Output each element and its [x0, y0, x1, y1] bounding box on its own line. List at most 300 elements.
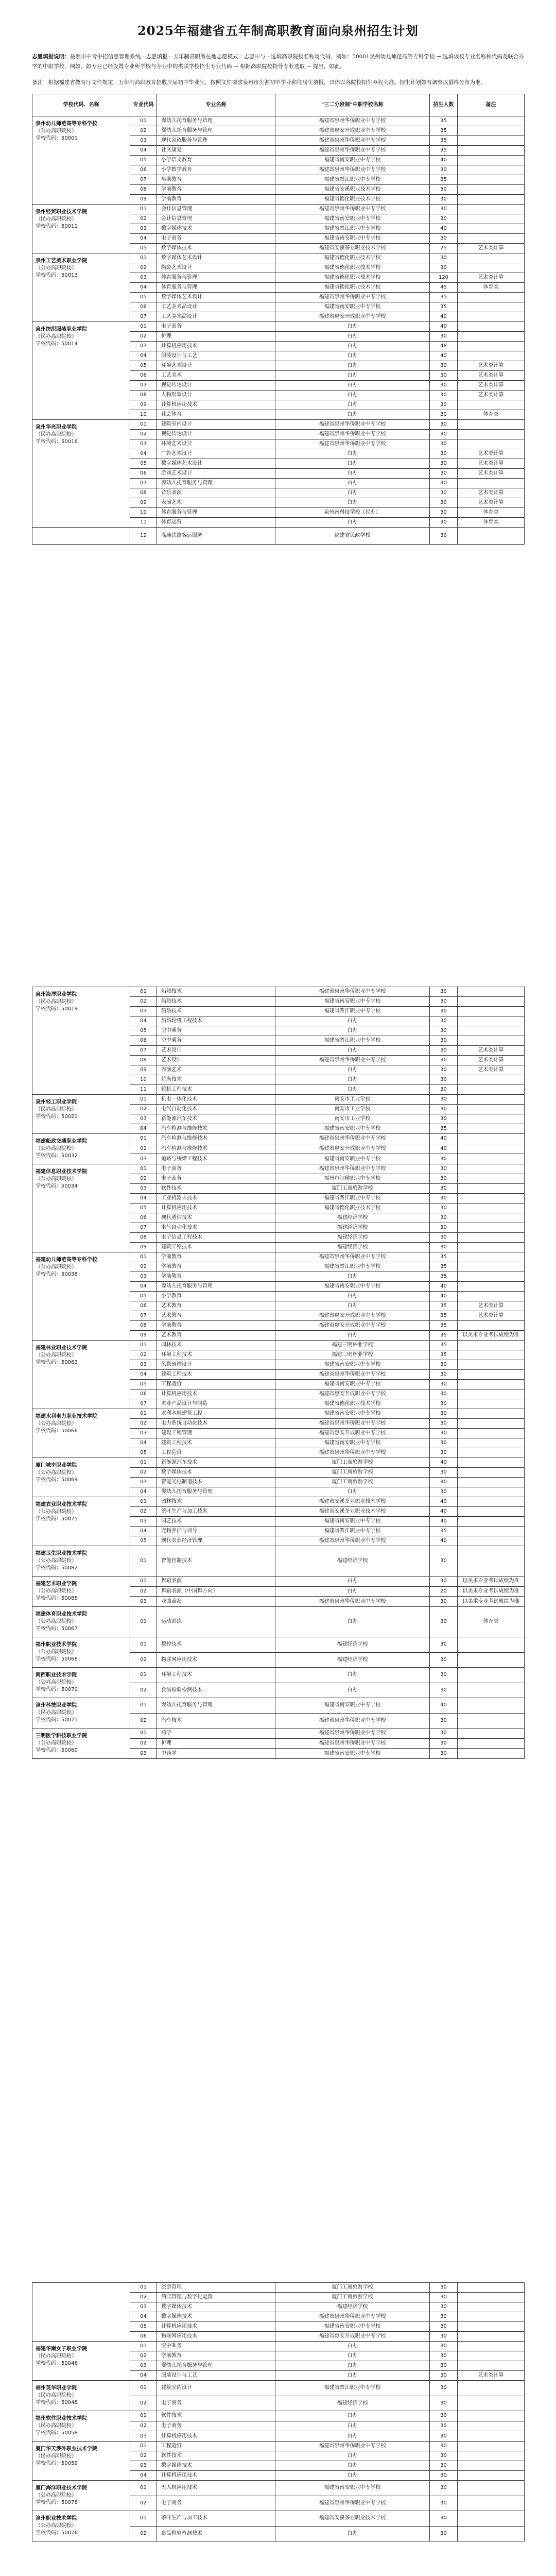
partner-school: 白办	[275, 2351, 430, 2361]
major-code: 01	[130, 322, 157, 332]
major-code: 04	[130, 1370, 157, 1380]
major-name: 体育服务与管理	[157, 283, 275, 293]
major-code: 04	[130, 1282, 157, 1292]
partner-school: 厦门工商旅游学校	[275, 1478, 430, 1487]
partner-school: 福建省泉州华侨职业中专学校	[275, 1252, 430, 1262]
major-code: 07	[130, 381, 157, 391]
school-name: 福建船政交通职业学院	[36, 1139, 87, 1144]
major-name: 数字媒体技术	[157, 244, 275, 253]
major-name: 艺术设计	[157, 1056, 275, 1065]
partner-school: 白办	[275, 2471, 430, 2481]
school-type: （公办高职院校）	[36, 1176, 77, 1182]
enroll-count: 30	[430, 1016, 458, 1026]
school-cell	[32, 253, 130, 322]
enroll-count: 30	[430, 997, 458, 1007]
major-name: 小学语文教育	[157, 156, 275, 165]
school-code: 学校代码：50070	[36, 1687, 78, 1692]
partner-school: 南安市工业学校	[275, 1105, 430, 1114]
school-name: 泉州经贸职业技术学院	[36, 209, 87, 215]
partner-school: 白办	[275, 2431, 430, 2442]
major-code: 06	[130, 469, 157, 479]
school-name: 泉州华光职业学院	[36, 425, 77, 430]
school-name: 福建华南女子职业学院	[36, 2346, 87, 2352]
major-name: 汽车检测与维修技术	[157, 1124, 275, 1134]
school-cell	[32, 2283, 130, 2342]
school-type: （公办高职院校）	[36, 265, 77, 271]
partner-school: 福建省泉州华侨职业中专学校	[275, 116, 430, 126]
enroll-count: 40	[430, 1282, 458, 1292]
enroll-count: 45	[430, 283, 458, 293]
school-code: 学校代码：50076	[36, 2530, 78, 2536]
row-note	[458, 2511, 525, 2527]
major-name: 数字媒体艺术设计	[157, 459, 275, 469]
row-note: 艺术类计算	[458, 381, 525, 391]
major-code: 01	[130, 1252, 157, 1262]
row-note	[458, 263, 525, 273]
row-note	[458, 1370, 525, 1380]
row-note	[458, 1134, 525, 1144]
partner-school: 福建省安溪茶业职业技术学校	[275, 2511, 430, 2527]
intro-note: 备注：根据福建省教育厅文件规定，五年制高职教育招收应届初中毕业生，按照文件要求泉州市生源初中毕业和往届生填报，具体以各院校招生章程为准。招生计划如有调整以最终公布为准。	[32, 79, 486, 86]
major-code: 03	[130, 136, 157, 146]
enroll-count: 30	[430, 400, 458, 410]
major-name: 宠物养护与训导	[157, 1527, 275, 1536]
school-cell	[32, 2411, 130, 2442]
major-code: 05	[130, 293, 157, 302]
table-row	[32, 1728, 525, 1739]
school-cell	[32, 1095, 130, 1134]
major-code: 03	[130, 439, 157, 449]
partner-school: 福建省德化职业技术学校	[275, 253, 430, 263]
school-type: （公办高职院校）	[36, 1264, 77, 1270]
row-note	[458, 1478, 525, 1487]
partner-school: 白办	[275, 351, 430, 361]
row-note	[458, 253, 525, 263]
row-note	[458, 2396, 525, 2411]
major-code: 07	[130, 1399, 157, 1409]
partner-school: 白办	[275, 2342, 430, 2351]
major-code: 03	[130, 2361, 157, 2371]
major-name: 无人机应用技术	[157, 2481, 275, 2496]
table-row	[32, 2283, 525, 2293]
partner-school: 白办	[275, 2451, 430, 2461]
partner-school: 福建省泉州华侨职业中专学校	[275, 165, 430, 175]
enroll-count: 30	[430, 2471, 458, 2481]
enroll-count: 35	[430, 175, 458, 185]
row-note: 艺术类计算	[458, 1311, 525, 1321]
major-code: 05	[130, 1380, 157, 1389]
row-note: 艺术类计算	[458, 488, 525, 498]
school-code: 学校代码：50075	[36, 1516, 78, 1522]
school-cell	[32, 2511, 130, 2541]
partner-school: 福建省泉州华侨职业中专学校	[275, 136, 430, 146]
school-type: （公办高职院校）	[36, 1649, 77, 1655]
school-cell	[32, 322, 130, 420]
major-name: 社会体育	[157, 410, 275, 420]
major-code: 06	[130, 1036, 157, 1046]
partner-school: 白办	[275, 2371, 430, 2381]
enroll-count: 40	[430, 224, 458, 234]
major-code: 03	[130, 1749, 157, 1759]
enroll-count: 30	[430, 469, 458, 479]
school-code: 学校代码：50085	[36, 1596, 78, 1601]
row-note	[458, 1272, 525, 1282]
major-code: 11	[130, 518, 157, 528]
enroll-count: 30	[430, 1607, 458, 1637]
partner-school: 福建省民政学校	[275, 528, 430, 545]
partner-school: 福建经济学校	[275, 1223, 430, 1233]
partner-school: 福建省德化职业技术学校	[275, 283, 430, 293]
partner-school: 白办	[275, 469, 430, 479]
enroll-count: 30	[430, 2371, 458, 2381]
major-code: 11	[130, 1085, 157, 1095]
partner-school: 厦门工商旅游学校	[275, 2293, 430, 2302]
row-note	[458, 1292, 525, 1301]
enroll-count: 30	[430, 1154, 458, 1164]
row-note: 体育类	[458, 1607, 525, 1637]
major-code: 07	[130, 479, 157, 488]
major-name: 建筑室内设计	[157, 420, 275, 430]
row-note	[458, 1419, 525, 1429]
major-name: 表演艺术	[157, 498, 275, 508]
school-type: （公办高职院校）	[36, 1558, 77, 1564]
major-name: 婴幼儿托育服务与管理	[157, 116, 275, 126]
partner-school: 福建经济学校	[275, 2396, 430, 2411]
major-name: 智能控制技术	[157, 1546, 275, 1577]
row-note	[458, 1738, 525, 1749]
school-code: 学校代码：50078	[36, 2500, 78, 2505]
partner-school: 白办	[275, 1065, 430, 1075]
major-name: 护理	[157, 332, 275, 342]
school-name: 厦门华天涉外职业技术学院	[36, 2446, 97, 2452]
major-code: 03	[130, 2431, 157, 2442]
major-code: 10	[130, 410, 157, 420]
partner-school: 福建省晋江职业中专学校	[275, 224, 430, 234]
enroll-count: 40	[430, 1292, 458, 1301]
partner-school: 福建省泉州华侨职业中专学校	[275, 293, 430, 302]
school-cell	[32, 1252, 130, 1341]
row-note: 艺术类计算	[458, 459, 525, 469]
major-code: 06	[130, 1301, 157, 1311]
row-note	[458, 1487, 525, 1497]
row-note	[458, 1429, 525, 1438]
partner-school: 福建省晋江职业中专学校	[275, 1527, 430, 1536]
major-code: 01	[130, 2511, 157, 2527]
enroll-count: 30	[430, 195, 458, 205]
school-name: 泉州纺织服装职业学院	[36, 327, 87, 332]
major-code: 04	[130, 2471, 157, 2481]
row-note	[458, 1341, 525, 1350]
row-note: 艺术类计算	[458, 273, 525, 283]
major-code: 01	[130, 2442, 157, 2451]
major-code: 03	[130, 2302, 157, 2312]
row-note	[458, 987, 525, 997]
enroll-count: 30	[430, 1683, 458, 1698]
major-name: 计算机应用技术	[157, 1204, 275, 1213]
enroll-count: 40	[430, 1458, 458, 1468]
major-name: 运动训练	[157, 1607, 275, 1637]
row-note	[458, 528, 525, 545]
table-row	[32, 1095, 525, 1105]
partner-school: 福建省泉州华侨职业中专学校	[275, 430, 430, 439]
school-cell	[32, 1637, 130, 1668]
major-code: 05	[130, 1536, 157, 1546]
major-code: 06	[130, 302, 157, 312]
school-code: 学校代码：50071	[36, 1717, 78, 1723]
enroll-count: 40	[430, 312, 458, 322]
school-name: 福建水利电力职业技术学院	[36, 1414, 97, 1419]
major-name: 工艺美术品设计	[157, 312, 275, 322]
row-note	[458, 1223, 525, 1233]
major-name: 茶叶生产与加工技术	[157, 2511, 275, 2527]
table-row	[32, 2342, 525, 2351]
major-name: 新能源汽车技术	[157, 1458, 275, 1468]
school-cell	[32, 1497, 130, 1546]
major-name: 体育服务与管理	[157, 273, 275, 283]
enroll-count: 30	[430, 410, 458, 420]
enroll-count: 30	[430, 488, 458, 498]
partner-school: 福建经济学校	[275, 1213, 430, 1223]
enroll-count: 30	[430, 528, 458, 545]
row-note	[458, 2451, 525, 2461]
school-type: （民办高职院校）	[36, 2453, 77, 2459]
school-type: （民办高职院校）	[36, 432, 77, 437]
table-body	[32, 116, 525, 545]
row-note	[458, 1749, 525, 1759]
partner-school: 白办	[275, 1272, 430, 1282]
table-row	[32, 205, 525, 214]
school-type: （民办高职院校）	[36, 999, 77, 1005]
enroll-count: 30	[430, 498, 458, 508]
partner-school: 福建省南安职业中专学校	[275, 1749, 430, 1759]
partner-school: 福建省惠安开成职业中专学校	[275, 1311, 430, 1321]
row-note	[458, 146, 525, 156]
major-name: 风景园林设计	[157, 1360, 275, 1370]
enroll-count: 40	[430, 1507, 458, 1517]
enroll-count: 30	[430, 1046, 458, 1056]
partner-school: 白办	[275, 410, 430, 420]
row-note	[458, 1409, 525, 1419]
school-type: （公办高职院校）	[36, 2523, 77, 2529]
major-code: 01	[130, 1668, 157, 1683]
partner-school: 白办	[275, 342, 430, 351]
major-code: 01	[130, 1341, 157, 1350]
school-cell	[32, 2442, 130, 2481]
partner-school: 福建省泉州华侨职业中专学校	[275, 420, 430, 430]
major-name: 现代农业经济管理	[157, 1536, 275, 1546]
enroll-count: 30	[430, 214, 458, 224]
school-type: （公办高职院校）	[36, 1421, 77, 1427]
major-code: 04	[130, 2312, 157, 2322]
major-code: 04	[130, 2371, 157, 2381]
school-code: 学校代码：50046	[36, 2361, 78, 2366]
partner-school: 福建省安溪茶业职业技术学校	[275, 244, 430, 253]
partner-school: 福建经济学校	[275, 1233, 430, 1243]
enroll-count: 30	[430, 2431, 458, 2442]
major-name: 陶瓷艺术设计	[157, 263, 275, 273]
major-code: 04	[130, 449, 157, 459]
row-note	[458, 1016, 525, 1026]
major-code: 09	[130, 195, 157, 205]
row-note: 艺术类计算	[458, 498, 525, 508]
major-name: 护理	[157, 1738, 275, 1749]
partner-school: 白办	[275, 518, 430, 528]
enroll-count: 30	[430, 1652, 458, 1668]
major-code: 05	[130, 1292, 157, 1301]
partner-school: 泉州南科技学校（民办）	[275, 508, 430, 518]
major-name: 电子商务	[157, 1174, 275, 1184]
partner-school: 白办	[275, 2461, 430, 2471]
row-note	[458, 1243, 525, 1252]
enroll-count: 30	[430, 2361, 458, 2371]
major-name: 婴幼儿托育服务与管理	[157, 1487, 275, 1497]
major-name: 旅游管理	[157, 2283, 275, 2293]
row-note: 体育类	[458, 283, 525, 293]
partner-school: 福建省南安职业中专学校	[275, 1517, 430, 1527]
partner-school: 白办	[275, 2526, 430, 2541]
header-code: 专业代码	[130, 94, 157, 116]
major-name: 婴幼儿托育服务与管理	[157, 1698, 275, 1714]
major-code: 02	[130, 1468, 157, 1478]
row-note	[458, 1282, 525, 1292]
major-code: 08	[130, 1321, 157, 1331]
enroll-count: 30	[430, 1095, 458, 1105]
enroll-count: 30	[430, 1749, 458, 1759]
row-note	[458, 2526, 525, 2541]
major-code: 05	[130, 1204, 157, 1213]
row-note	[458, 1683, 525, 1698]
major-name: 环境艺术设计	[157, 361, 275, 371]
major-name: 计算机应用技术	[157, 1389, 275, 1399]
major-name: 工艺美术	[157, 371, 275, 381]
school-name: 厦门城市职业学院	[36, 1463, 77, 1468]
school-name: 福建卫生职业技术学院	[36, 1551, 87, 1556]
enroll-count: 30	[430, 2302, 458, 2312]
partner-school: 福建省泉州华侨职业中专学校	[275, 1597, 430, 1607]
partner-school: 福建省南安职业中专学校	[275, 1360, 430, 1370]
major-code: 02	[130, 1652, 157, 1668]
enroll-count: 30	[430, 1637, 458, 1653]
major-code: 04	[130, 1527, 157, 1536]
major-name: 环境工程技术	[157, 1668, 275, 1683]
major-name: 食品检验检测技术	[157, 1683, 275, 1698]
row-note: 艺术类计算	[458, 2371, 525, 2381]
row-note	[458, 1637, 525, 1653]
row-note	[458, 214, 525, 224]
major-name: 物联网应用技术	[157, 1652, 275, 1668]
partner-school: 福建省泉州华侨职业中专学校	[275, 1728, 430, 1739]
major-name: 人物形象设计	[157, 391, 275, 400]
row-note: 艺术类计算	[458, 244, 525, 253]
school-type: （公办高职院校）	[36, 2493, 77, 2498]
row-note	[458, 1124, 525, 1134]
partner-school: 福建省南安职业中专学校	[275, 1409, 430, 1419]
table-row	[32, 2481, 525, 2496]
plan-table-3	[32, 2282, 525, 2541]
row-note	[458, 1174, 525, 1184]
enroll-count: 30	[430, 165, 458, 175]
school-code: 学校代码：50001	[36, 135, 78, 141]
major-code: 01	[130, 1546, 157, 1577]
major-name: 药学	[157, 1728, 275, 1739]
major-name: 电子商务	[157, 2496, 275, 2511]
major-name: 工程造价	[157, 1448, 275, 1458]
enroll-count: 30	[430, 518, 458, 528]
partner-school: 白办	[275, 371, 430, 381]
row-note	[458, 1507, 525, 1517]
table-row	[32, 987, 525, 997]
major-code: 05	[130, 1026, 157, 1036]
school-cell	[32, 1607, 130, 1637]
partner-school: 福建省惠安开成职业中专学校	[275, 1144, 430, 1154]
enroll-count: 30	[430, 2451, 458, 2461]
major-code: 12	[130, 528, 157, 545]
major-code: 06	[130, 371, 157, 381]
enroll-count: 30	[430, 1399, 458, 1409]
table-row	[32, 1341, 525, 1350]
major-name: 汽车检测与维修技术	[157, 1134, 275, 1144]
enroll-count: 40	[430, 351, 458, 361]
partner-school: 福建省晋江职业中专学校	[275, 175, 430, 185]
header-major: 专业名称	[157, 94, 275, 116]
enroll-count: 30	[430, 2312, 458, 2322]
page-1	[32, 21, 524, 545]
partner-school: 白办	[275, 400, 430, 410]
school-name: 福建艺术职业学院	[36, 1581, 77, 1587]
table-row	[32, 1668, 525, 1683]
major-name: 小学教育	[157, 1292, 275, 1301]
major-code: 08	[130, 185, 157, 195]
major-name: 物联网应用技术	[157, 2332, 275, 2342]
enroll-count: 30	[430, 361, 458, 371]
plan-table-2	[32, 987, 525, 1759]
row-note: 艺术类计算	[458, 469, 525, 479]
partner-school: 福建省晋江职业中专学校	[275, 1194, 430, 1204]
partner-school: 白办	[275, 488, 430, 498]
row-note: 以美术专业考试成绩为准	[458, 1597, 525, 1607]
major-name: 婴幼儿托育服务与管理	[157, 126, 275, 136]
major-name: 电子信息工程技术	[157, 1233, 275, 1243]
major-name: 建筑工程技术	[157, 1243, 275, 1252]
partner-school: 福建省晋江职业中专学校	[275, 2381, 430, 2396]
intro-body: 按照市中考中招信息管理系统—志愿填报—五年制高职所在地志愿模式一志愿中与—选填高职院校名称及代码，例如：50001泉州幼儿师范高等专科学校 → 选填该校专业名称和代码及联合办学的中职学校，例如，如专业已经设置专业所学校与专业中的类联学校招生专业代码 → 根据高职院校指导专业选取 → 提出，如此。	[32, 54, 524, 70]
row-note: 体育类	[458, 518, 525, 528]
major-name: 早期教育	[157, 175, 275, 185]
partner-school: 福建省泉州华侨职业中专学校	[275, 1536, 430, 1546]
major-name: 艺术教育	[157, 1331, 275, 1341]
partner-school: 白办	[275, 1016, 430, 1026]
major-code: 02	[130, 1713, 157, 1728]
major-name: 空中乘务	[157, 2342, 275, 2351]
enroll-count: 40	[430, 1497, 458, 1507]
table-row	[32, 2511, 525, 2527]
table-row	[32, 1409, 525, 1419]
partner-school: 白办	[275, 381, 430, 391]
enroll-count: 30	[430, 2293, 458, 2302]
major-name: 数字媒体技术	[157, 2461, 275, 2471]
major-code: 08	[130, 391, 157, 400]
row-note	[458, 2361, 525, 2371]
major-code: 02	[130, 1683, 157, 1698]
row-note	[458, 224, 525, 234]
major-name: 电子商务	[157, 2396, 275, 2411]
enroll-count: 30	[430, 1065, 458, 1075]
row-note	[458, 2471, 525, 2481]
major-name: 学前教育	[157, 1262, 275, 1272]
major-name: 船舶技术	[157, 997, 275, 1007]
page-2	[32, 987, 524, 1759]
row-note	[458, 1448, 525, 1458]
